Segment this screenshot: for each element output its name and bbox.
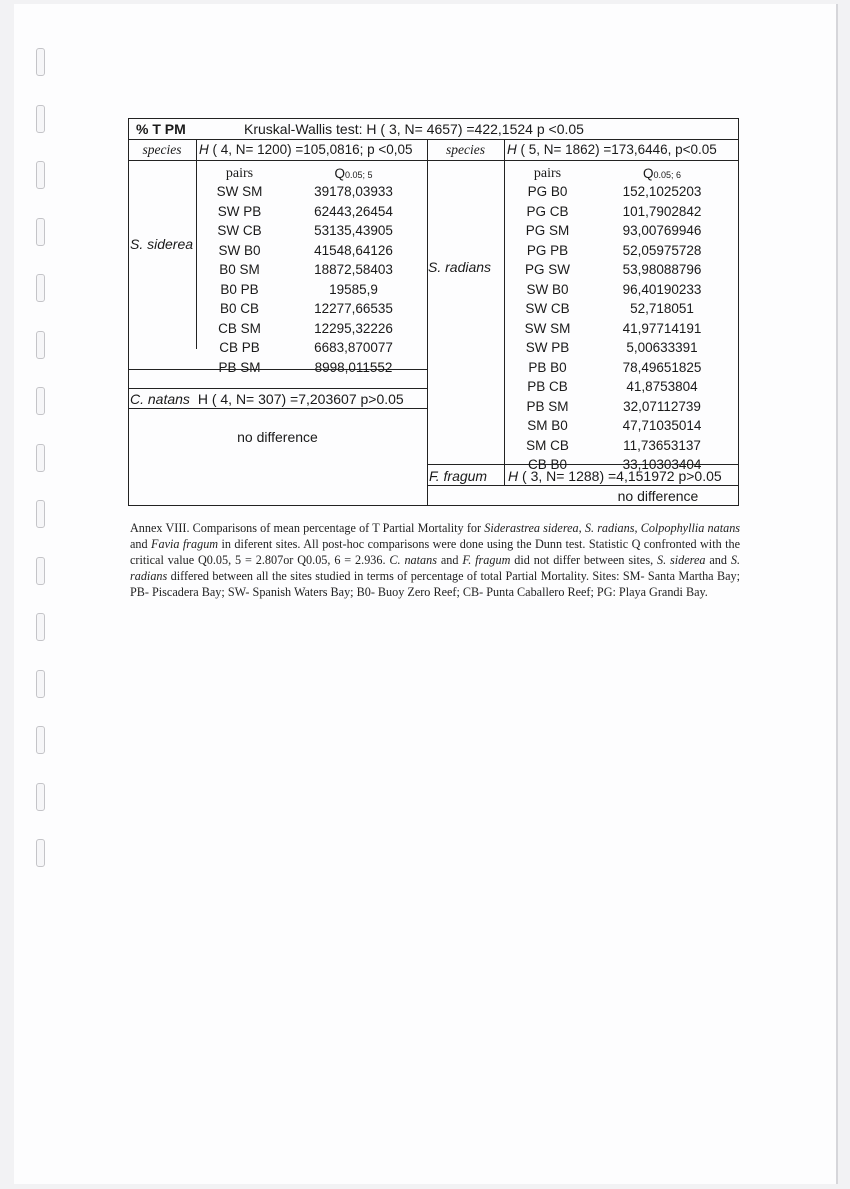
right-pair: PB CB bbox=[527, 379, 568, 394]
right-pair: PG PB bbox=[526, 242, 569, 258]
right-pair: SW B0 bbox=[526, 281, 569, 297]
left-pair: CB SM bbox=[218, 320, 261, 336]
right-pair: PG SM bbox=[525, 223, 570, 238]
left-h-stat: H ( 4, N= 1200) =105,0816; p <0,05 bbox=[199, 142, 413, 157]
right-h-stat: H ( 5, N= 1862) =173,6446, p<0.05 bbox=[507, 142, 717, 157]
binding-hole bbox=[36, 839, 45, 867]
right-pair: SW CB bbox=[525, 301, 570, 316]
left-pairs-header: pairs bbox=[225, 166, 254, 181]
left-species-header: species bbox=[142, 142, 182, 157]
left-q-value: 53135,43905 bbox=[314, 223, 393, 238]
table-border-right bbox=[738, 118, 739, 506]
left-pair: B0 SM bbox=[219, 262, 260, 277]
table-border-bottom bbox=[128, 505, 739, 506]
right-q-value: 32,07112739 bbox=[623, 398, 701, 414]
binding-hole bbox=[36, 48, 45, 76]
right-pair: PB B0 bbox=[528, 359, 567, 375]
rule-natans-top bbox=[128, 388, 427, 389]
right-species-header: species bbox=[446, 142, 485, 157]
rule-title bbox=[128, 139, 739, 140]
right-pair: SW SM bbox=[524, 320, 571, 336]
right-q-value: 93,00769946 bbox=[622, 223, 702, 238]
caption-sep: and bbox=[436, 553, 463, 567]
right-q-value: 101,7902842 bbox=[622, 203, 702, 219]
left-q-value: 19585,9 bbox=[329, 281, 378, 297]
right-q-header: Q0.05; 6 bbox=[642, 166, 682, 181]
right-q-value: 41,97714191 bbox=[622, 320, 702, 336]
test-title: Kruskal-Wallis test: H ( 3, N= 4657) =422,1524 p <0.05 bbox=[244, 121, 584, 137]
fragum-result: no difference bbox=[617, 488, 699, 504]
right-pair: SM CB bbox=[526, 437, 569, 453]
fragum-h-stat: H ( 3, N= 1288) =4,151972 p>0.05 bbox=[508, 468, 722, 484]
binding-hole bbox=[36, 726, 45, 754]
natans-result: no difference bbox=[237, 429, 318, 445]
caption-species: S. radians bbox=[130, 553, 740, 583]
rule-natans-bottom bbox=[128, 408, 427, 409]
rule-species-header bbox=[128, 160, 739, 161]
caption-species: Favia fragum bbox=[151, 537, 219, 551]
right-q-value: 11,73653137 bbox=[623, 437, 701, 453]
caption-species: C. natans bbox=[389, 553, 437, 567]
right-q-value: 52,718051 bbox=[630, 301, 694, 316]
left-q-value: 18872,58403 bbox=[314, 262, 393, 277]
caption-species: S. siderea bbox=[657, 553, 706, 567]
corner-label: % T PM bbox=[136, 121, 186, 137]
binding-hole bbox=[36, 218, 45, 246]
caption-species: Colpophyllia natans bbox=[640, 521, 741, 535]
caption-sep: , bbox=[634, 521, 641, 535]
binding-hole bbox=[36, 105, 45, 133]
caption-sep: and bbox=[705, 553, 731, 567]
caption-sep: and bbox=[130, 537, 152, 551]
fragum-species: F. fragum bbox=[429, 468, 488, 484]
table-caption bbox=[130, 520, 740, 600]
binding-hole bbox=[36, 670, 45, 698]
right-pair: PG CB bbox=[526, 203, 569, 219]
right-pair: PG SW bbox=[524, 262, 570, 277]
right-q-value: 52,05975728 bbox=[622, 242, 702, 258]
right-pair: PG B0 bbox=[527, 184, 568, 199]
left-q-value: 41548,64126 bbox=[314, 242, 393, 258]
left-q-value: 8998,011552 bbox=[314, 359, 393, 375]
right-q-value: 41,8753804 bbox=[626, 379, 698, 394]
binding-hole bbox=[36, 613, 45, 641]
binding-hole bbox=[36, 161, 45, 189]
left-pair: CB PB bbox=[219, 340, 260, 355]
rule-center bbox=[427, 139, 428, 505]
left-pair: PB SM bbox=[218, 359, 261, 375]
right-q-value: 53,98088796 bbox=[622, 262, 702, 277]
caption-text: in diferent sites. All post-hoc comparisons were done using the Dunn test. Statistic Q confronted with the critical value Q0.05, 5 = 2.807or Q0.05, 6 = 2.936. bbox=[130, 537, 740, 567]
left-q-header: Q0.05; 5 bbox=[334, 166, 373, 181]
binding-hole bbox=[36, 557, 45, 585]
results-table bbox=[128, 118, 739, 506]
caption-text: did not differ between sites, bbox=[510, 553, 658, 567]
binding-hole bbox=[36, 274, 45, 302]
left-q-value: 62443,26454 bbox=[314, 203, 393, 219]
binding-hole bbox=[36, 331, 45, 359]
left-q-value: 12277,66535 bbox=[314, 301, 393, 316]
left-pair: SW CB bbox=[217, 223, 262, 238]
binding-hole bbox=[36, 500, 45, 528]
left-pair: B0 CB bbox=[219, 301, 260, 316]
binding-hole bbox=[36, 444, 45, 472]
right-pair: SW PB bbox=[525, 340, 570, 355]
binding-hole bbox=[36, 783, 45, 811]
table-border-top bbox=[128, 118, 739, 119]
left-pair: SW PB bbox=[217, 203, 262, 219]
right-q-value: 33,10303404 bbox=[622, 457, 702, 472]
left-pair: SW SM bbox=[216, 184, 263, 199]
binding-hole bbox=[36, 387, 45, 415]
right-q-value: 5,00633391 bbox=[626, 340, 698, 355]
caption-sep: , bbox=[578, 521, 585, 535]
caption-species: F. fragum bbox=[462, 553, 511, 567]
left-pair: SW B0 bbox=[218, 242, 261, 258]
rule-fragum bbox=[427, 485, 739, 486]
caption-species: S. radians bbox=[584, 521, 635, 535]
natans-row: C. natans H ( 4, N= 307) =7,203607 p>0.05 bbox=[130, 391, 404, 407]
right-q-value: 96,40190233 bbox=[622, 281, 702, 297]
left-q-value: 12295,32226 bbox=[314, 320, 393, 336]
right-pair: CB B0 bbox=[527, 457, 568, 472]
caption-species: Siderastrea siderea bbox=[484, 521, 579, 535]
table-border-left bbox=[128, 118, 129, 506]
right-pair: PB SM bbox=[526, 398, 569, 414]
right-species-name: S. radians bbox=[428, 259, 492, 275]
caption-lead: Annex VIII. Comparisons of mean percentage of T Partial Mortality for bbox=[130, 521, 485, 535]
left-species-name: S. siderea bbox=[130, 236, 194, 252]
caption-text: differed between all the sites studied in terms of percentage of total Partial Mortality. Sites: SM- Santa Martha Bay; PB- Piscadera Bay; SW- Spanish Waters Bay; B0- Buoy Zero Reef; CB- Punta Caballero Reef; PG: Playa Grandi Bay. bbox=[130, 569, 740, 599]
right-q-value: 78,49651825 bbox=[622, 359, 702, 375]
left-q-value: 39178,03933 bbox=[314, 184, 393, 199]
left-pair: B0 PB bbox=[220, 281, 259, 297]
right-q-value: 152,1025203 bbox=[622, 184, 702, 199]
left-q-value: 6683,870077 bbox=[314, 340, 393, 355]
right-pair: SM B0 bbox=[527, 418, 568, 433]
right-q-value: 47,71035014 bbox=[622, 418, 702, 433]
right-pairs-header: pairs bbox=[533, 166, 562, 181]
